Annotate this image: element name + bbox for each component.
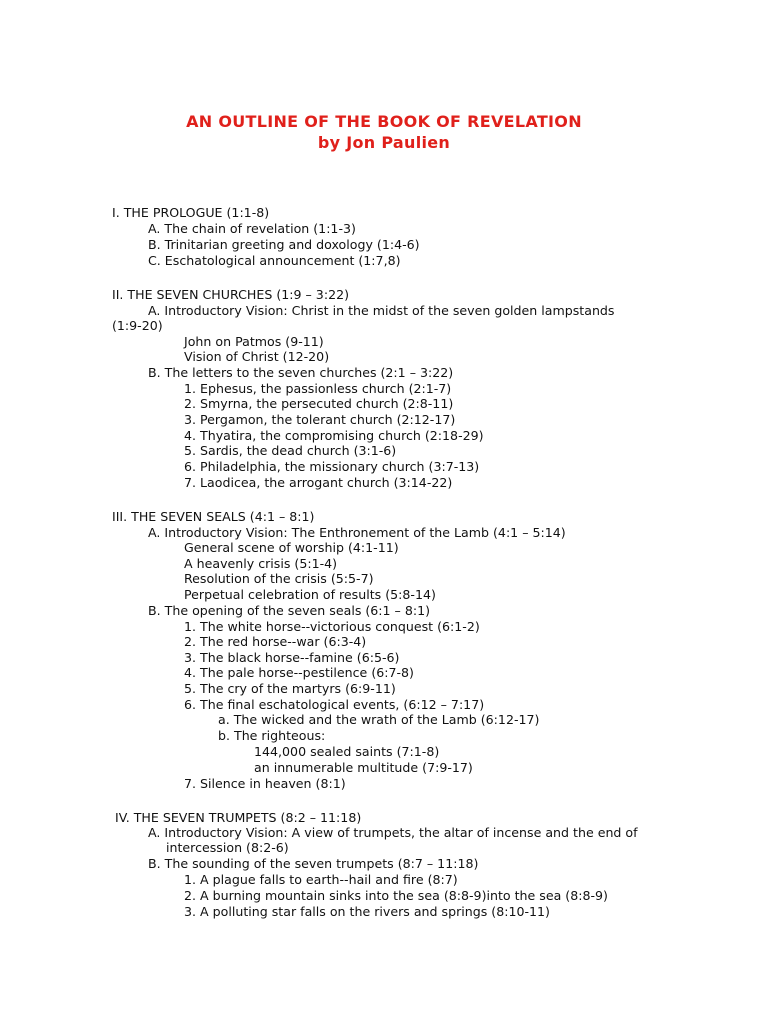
outline-line: b. The righteous: (218, 728, 326, 743)
outline-line: a. The wicked and the wrath of the Lamb (6:12-17) (218, 712, 540, 727)
outline-line: Resolution of the crisis (5:5-7) (184, 571, 374, 586)
outline-line: B. The letters to the seven churches (2:1 – 3:22) (148, 365, 454, 380)
outline-line: Vision of Christ (12-20) (184, 349, 330, 364)
outline-line: 6. Philadelphia, the missionary church (3:7-13) (184, 459, 480, 474)
outline-line: A. Introductory Vision: Christ in the midst of the seven golden lampstands (148, 303, 615, 318)
outline-line: 6. The final eschatological events, (6:12 – 7:17) (184, 697, 485, 712)
outline-line: 144,000 sealed saints (7:1-8) (254, 744, 440, 759)
outline-line: 4. Thyatira, the compromising church (2:18-29) (184, 428, 484, 443)
outline-line: 1. The white horse--victorious conquest (6:1-2) (184, 619, 480, 634)
outline-line: IV. THE SEVEN TRUMPETS (8:2 – 11:18) (115, 810, 362, 825)
outline-line: John on Patmos (9-11) (184, 334, 324, 349)
outline-line: 1. Ephesus, the passionless church (2:1-7) (184, 381, 452, 396)
outline-line: 7. Laodicea, the arrogant church (3:14-22) (184, 475, 453, 490)
outline-line: A. Introductory Vision: The Enthronement of the Lamb (4:1 – 5:14) (148, 525, 566, 540)
outline-line: 3. A polluting star falls on the rivers and springs (8:10-11) (184, 904, 550, 919)
outline-line: A. The chain of revelation (1:1-3) (148, 221, 356, 236)
outline-line: intercession (8:2-6) (166, 840, 289, 855)
outline-line: 4. The pale horse--pestilence (6:7-8) (184, 665, 414, 680)
outline-line: A. Introductory Vision: A view of trumpets, the altar of incense and the end of (148, 825, 638, 840)
outline-line: General scene of worship (4:1-11) (184, 540, 399, 555)
outline-line: 5. The cry of the martyrs (6:9-11) (184, 681, 396, 696)
document-title: AN OUTLINE OF THE BOOK OF REVELATION (186, 112, 582, 131)
outline-line: 3. The black horse--famine (6:5-6) (184, 650, 400, 665)
outline-line: I. THE PROLOGUE (1:1-8) (112, 205, 270, 220)
outline-line: B. The sounding of the seven trumpets (8:7 – 11:18) (148, 856, 479, 871)
outline-line: C. Eschatological announcement (1:7,8) (148, 253, 401, 268)
outline-line: Perpetual celebration of results (5:8-14) (184, 587, 436, 602)
outline-line: III. THE SEVEN SEALS (4:1 – 8:1) (112, 509, 315, 524)
document-author: by Jon Paulien (317, 133, 451, 152)
outline-line: 7. Silence in heaven (8:1) (184, 776, 346, 791)
outline-line: 5. Sardis, the dead church (3:1-6) (184, 443, 397, 458)
outline-line: II. THE SEVEN CHURCHES (1:9 – 3:22) (112, 287, 350, 302)
outline-line: B. The opening of the seven seals (6:1 – 8:1) (148, 603, 431, 618)
outline-line: 2. A burning mountain sinks into the sea (8:8-9)into the sea (8:8-9) (184, 888, 608, 903)
outline-line: an innumerable multitude (7:9-17) (254, 760, 473, 775)
outline-line: B. Trinitarian greeting and doxology (1:4-6) (148, 237, 420, 252)
outline-line: A heavenly crisis (5:1-4) (184, 556, 338, 571)
outline-line: 2. The red horse--war (6:3-4) (184, 634, 367, 649)
outline-line: 2. Smyrna, the persecuted church (2:8-11) (184, 396, 454, 411)
outline-line: (1:9-20) (112, 318, 163, 333)
outline-line: 1. A plague falls to earth--hail and fire (8:7) (184, 872, 458, 887)
outline-line: 3. Pergamon, the tolerant church (2:12-17) (184, 412, 456, 427)
